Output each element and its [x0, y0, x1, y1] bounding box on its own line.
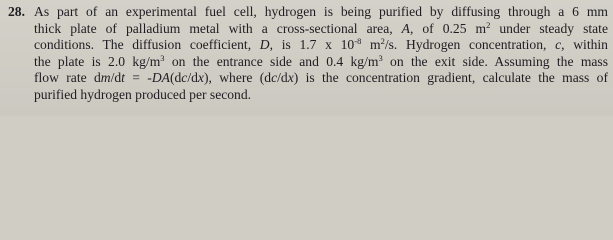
text-run: on the exit side. Assuming the mass: [382, 53, 609, 69]
problem-line: [34, 4, 608, 21]
variable-symbol: x: [287, 70, 294, 86]
superscript: 2: [380, 36, 385, 47]
problem-line: [34, 21, 608, 38]
textbook-page: [0, 0, 613, 116]
text-run: (d: [169, 70, 182, 86]
text-run: conditions. The diffusion coefficient,: [34, 37, 260, 53]
variable-symbol: x: [197, 70, 204, 86]
variable-symbol: A: [401, 20, 410, 36]
text-run: , of 0.25 m: [409, 20, 487, 36]
text-run: /d: [187, 70, 198, 86]
text-run: purified hydrogen produced per second.: [34, 86, 252, 102]
text-run: /s. Hydrogen concentration,: [384, 37, 556, 53]
variable-symbol: c: [181, 70, 188, 86]
text-run: flow rate d: [34, 70, 101, 86]
problem-statement: [34, 4, 608, 104]
variable-symbol: DA: [151, 70, 170, 86]
text-run: under steady state: [490, 20, 608, 36]
text-run: /d: [277, 70, 288, 86]
text-run: , within: [561, 37, 608, 53]
variable-symbol: c: [271, 70, 278, 86]
variable-symbol: c: [555, 37, 562, 53]
superscript: 2: [486, 19, 491, 30]
text-run: on the entrance side and 0.4 kg/m: [164, 53, 379, 69]
variable-symbol: t: [121, 70, 125, 86]
text-run: the plate is 2.0 kg/m: [34, 53, 161, 69]
text-run: = -: [124, 70, 152, 86]
text-run: As part of an experimental fuel cell, hydrogen is being purified by diffusing through a 6 mm: [34, 4, 608, 19]
text-run: /d: [110, 70, 122, 86]
problem-number: 28.: [8, 4, 25, 19]
problem-line: [34, 70, 608, 87]
text-run: , is 1.7 x 10: [269, 37, 355, 53]
variable-symbol: m: [100, 70, 111, 86]
superscript: 3: [160, 52, 165, 63]
variable-symbol: D: [259, 37, 270, 53]
problem-line: [34, 54, 608, 71]
superscript: -8: [354, 36, 362, 47]
text-run: ), where (d: [203, 70, 272, 86]
problem-line: [34, 37, 608, 54]
text-run: ) is the concentration gradient, calculate the mass of: [293, 70, 608, 86]
problem-line: [34, 87, 608, 104]
text-run: thick plate of palladium metal with a cross-sectional area,: [34, 20, 402, 36]
superscript: 3: [378, 52, 383, 63]
text-run: m: [361, 37, 381, 53]
